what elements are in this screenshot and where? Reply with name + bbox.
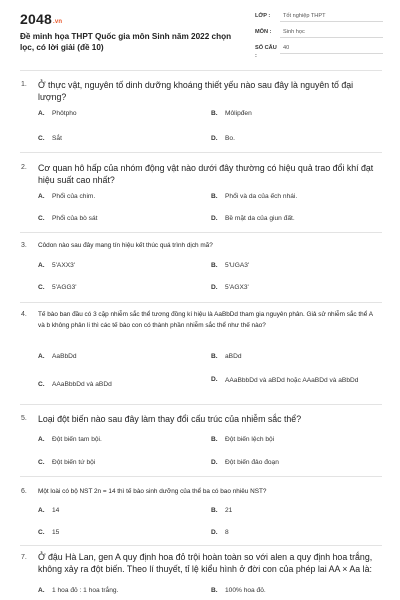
option-text: AAaBbbDd và aBDd hoặc AAaBDd và aBbDd <box>225 377 359 384</box>
question-text: Tế bào ban đầu có 3 cặp nhiễm sắc thể tương đồng kí hiệu là AaBbDd tham gia nguyên phân. Giả sử nhiễm sắc thể A và b không phân li thì các tế bào con có thành phần nhiễm sắc thể như thế nào? <box>38 311 373 329</box>
option-text: Môlipđen <box>225 110 252 117</box>
option-c[interactable] <box>38 215 97 222</box>
option-d[interactable] <box>211 459 279 466</box>
option-letter: A. <box>38 353 45 360</box>
option-letter: D. <box>211 376 218 383</box>
option-letter: C. <box>38 284 45 291</box>
option-letter: C. <box>38 381 45 388</box>
option-letter: A. <box>38 507 45 514</box>
option-text: 5'AGX3' <box>225 284 249 291</box>
divider <box>20 232 382 233</box>
option-letter: C. <box>38 215 45 222</box>
meta-row-class <box>255 12 383 28</box>
option-b[interactable] <box>211 353 242 360</box>
option-a[interactable] <box>38 436 102 443</box>
meta-value-count: 40 <box>280 44 383 54</box>
option-letter: C. <box>38 529 45 536</box>
question-text: Một loài có bộ NST 2n = 14 thì tế bào sinh dưỡng của thể ba có bao nhiêu NST? <box>38 488 267 495</box>
option-letter: A. <box>38 110 45 117</box>
option-text: Phổi của chim. <box>52 193 96 200</box>
option-text: 100% hoa đỏ. <box>225 587 266 594</box>
option-text: 14 <box>52 507 60 514</box>
option-letter: C. <box>38 135 45 142</box>
question-number: 4. <box>21 311 27 318</box>
option-c[interactable] <box>38 529 59 536</box>
meta-row-subject <box>255 28 383 44</box>
option-c[interactable] <box>38 381 112 388</box>
option-text: Phôtpho <box>52 110 77 117</box>
option-letter: B. <box>211 436 218 443</box>
divider <box>20 302 382 303</box>
option-letter: A. <box>38 262 45 269</box>
option-text: Bo. <box>225 135 235 142</box>
option-b[interactable] <box>211 507 232 514</box>
question-text: Ở đậu Hà Lan, gen A quy định hoa đỏ trội hoàn toàn so với alen a quy định hoa trắng, không xảy ra đột biến. Theo lí thuyết, tỉ lệ kiểu hình ở đời con của phép lai AA × Aa là: <box>38 552 373 574</box>
option-text: 5'UGA3' <box>225 262 250 269</box>
option-d[interactable] <box>211 215 295 222</box>
question-number: 2. <box>21 164 27 171</box>
option-text: 1 hoa đỏ : 1 hoa trắng. <box>52 587 119 594</box>
divider <box>20 70 382 71</box>
option-a[interactable] <box>38 587 118 594</box>
option-c[interactable] <box>38 284 77 291</box>
question-text: Cơ quan hô hấp của nhóm động vật nào dưới đây thường có hiệu quả trao đổi khí đạt hiệu suất cao nhất? <box>38 163 374 185</box>
option-b[interactable] <box>211 436 274 443</box>
option-letter: B. <box>211 587 218 594</box>
meta-label-class: LỚP : <box>255 13 271 19</box>
option-c[interactable] <box>38 135 62 142</box>
meta-value-class: Tốt nghiệp THPT <box>280 12 383 22</box>
option-text: Đột biến lệch bội <box>225 436 275 443</box>
option-text: Sắt <box>52 135 62 142</box>
option-letter: C. <box>38 459 45 466</box>
option-letter: D. <box>211 215 218 222</box>
option-letter: D. <box>211 284 218 291</box>
option-letter: B. <box>211 262 218 269</box>
option-letter: B. <box>211 353 218 360</box>
option-a[interactable] <box>38 110 77 117</box>
option-text: aBDd <box>225 353 242 360</box>
option-text: Bề mặt da của giun đất. <box>225 215 295 222</box>
question-number: 5. <box>21 415 27 422</box>
logo-suffix: .vn <box>52 19 63 25</box>
option-b[interactable] <box>211 262 249 269</box>
option-letter: D. <box>211 459 218 466</box>
document-title: Đề minh họa THPT Quốc gia môn Sinh năm 2022 chọn lọc, có lời giải (đề 10) <box>20 32 232 52</box>
question-number: 3. <box>21 242 27 249</box>
option-a[interactable] <box>38 193 95 200</box>
option-text: 21 <box>225 507 233 514</box>
option-text: Phổi và da của ếch nhái. <box>225 193 298 200</box>
option-letter: A. <box>38 436 45 443</box>
option-text: AaBbDd <box>52 353 77 360</box>
option-text: Phổi của bò sát <box>52 215 98 222</box>
option-letter: B. <box>211 507 218 514</box>
divider <box>20 152 382 153</box>
option-text: Đột biến tam bội. <box>52 436 102 443</box>
option-a[interactable] <box>38 353 77 360</box>
option-d[interactable] <box>211 529 229 536</box>
option-a[interactable] <box>38 262 75 269</box>
meta-value-subject: Sinh học <box>280 28 383 38</box>
option-b[interactable] <box>211 110 252 117</box>
option-d[interactable] <box>211 284 249 291</box>
option-text: Đột biến đảo đoạn <box>225 459 279 466</box>
logo-text: 2048 <box>20 11 52 27</box>
document-meta <box>255 12 383 60</box>
question-number: 6. <box>21 488 27 495</box>
option-text: Đột biến tứ bội <box>52 459 96 466</box>
option-letter: B. <box>211 110 218 117</box>
question-number: 7. <box>21 554 27 561</box>
option-d[interactable] <box>211 376 365 386</box>
document-header <box>0 0 400 62</box>
option-text: AAaBbbDd và aBDd <box>52 381 112 388</box>
question-text: Loại đột biến nào sau đây làm thay đổi cấu trúc của nhiễm sắc thể? <box>38 414 302 424</box>
divider <box>20 404 382 405</box>
option-b[interactable] <box>211 193 297 200</box>
site-logo[interactable] <box>20 11 62 27</box>
question-number: 1. <box>21 81 27 88</box>
question-text: Ở thực vật, nguyên tố dinh dưỡng khoáng thiết yếu nào sau đây là nguyên tố đại lượng? <box>38 80 354 102</box>
option-text: 8 <box>225 529 229 536</box>
option-b[interactable] <box>211 587 266 594</box>
meta-label-subject: MÔN : <box>255 29 272 35</box>
option-letter: D. <box>211 135 218 142</box>
meta-label-count: SỐ CÂU : <box>255 45 277 59</box>
divider <box>20 545 382 546</box>
meta-row-count <box>255 44 383 60</box>
option-letter: B. <box>211 193 218 200</box>
option-d[interactable] <box>211 135 235 142</box>
option-a[interactable] <box>38 507 59 514</box>
option-letter: A. <box>38 587 45 594</box>
option-letter: D. <box>211 529 218 536</box>
option-letter: A. <box>38 193 45 200</box>
option-c[interactable] <box>38 459 95 466</box>
question-text: Côdon nào sau đây mang tín hiệu kết thúc quá trình dịch mã? <box>38 242 213 249</box>
option-text: 15 <box>52 529 60 536</box>
divider <box>20 476 382 477</box>
option-text: 5'AXX3' <box>52 262 76 269</box>
option-text: 5'AGG3' <box>52 284 77 291</box>
